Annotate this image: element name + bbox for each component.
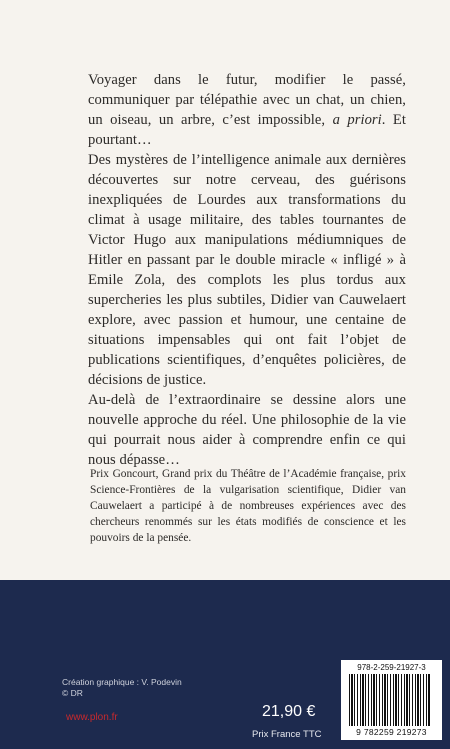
ean-number: 9 782259 219273	[356, 727, 427, 737]
publisher-website[interactable]: www.plon.fr	[66, 712, 118, 723]
blurb-paragraph-2: Des mystères de l’intelligence animale aux dernières découvertes sur notre cerveau, des guérisons inexpliquées de Lourdes aux transformations du climat à usage militaire, des tables tournantes de Victor Hugo aux manipulations médiumniques de Hitler en passant par le double miracle « infligé » à Emile Zola, des complots les plus tordus aux supercheries les plus subtiles, Didier van Cauwelaert explore, avec passion et humour, une centaine de situations impensables qui ont fait l’objet de publications scientifiques, d’enquêtes policières, de décisions de justice.	[88, 152, 406, 388]
author-bio: Prix Goncourt, Grand prix du Théâtre de l’Académie française, prix Science-Frontières de la vulgarisation scientifique, Didier van Cauwelaert a participé à de nombreuses expériences avec des chercheurs renommés sur les états modifiés de conscience et les pouvoirs de la pensée.	[90, 468, 406, 544]
bottom-band	[0, 580, 450, 749]
barcode-side-label	[433, 674, 441, 726]
blurb-paragraph-3: Au-delà de l’extraordinaire se dessine alors une nouvelle approche du réel. Une philosophie de la vie qui pourrait nous aider à comprendre enfin ce qui nous dépasse…	[88, 392, 406, 468]
barcode-icon	[349, 674, 431, 726]
design-credit: Création graphique : V. Podevin	[62, 677, 182, 687]
isbn-number: 978-2-259-21927-3	[357, 663, 426, 672]
barcode-box	[341, 660, 442, 740]
blurb-paragraph-1: Voyager dans le futur, modifier le passé, communiquer par télépathie avec un chat, un chien, un oiseau, un arbre, c’est impossible, a priori. Et pourtant…	[88, 72, 406, 148]
photo-credit: © DR	[62, 688, 83, 698]
price: 21,90 €	[262, 703, 316, 720]
credits	[62, 677, 182, 699]
blurb	[88, 70, 406, 470]
price-label: Prix France TTC	[252, 729, 322, 740]
